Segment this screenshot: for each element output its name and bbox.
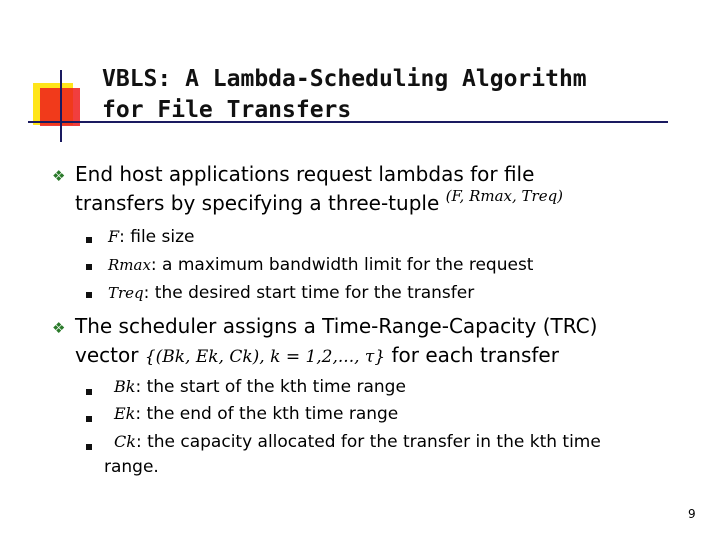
sub-bullet-marker	[86, 264, 92, 270]
bullet-marker-icon: ❖	[52, 319, 66, 337]
slide-title-line-2: for File Transfers	[102, 97, 352, 123]
sub-bullet-marker	[86, 292, 92, 298]
sub-item-text: : a maximum bandwidth limit for the request	[150, 255, 534, 275]
sub-item-text: : the capacity allocated for the transfer in the kth time	[135, 432, 601, 452]
symbol-treq: Treq	[108, 284, 144, 302]
sub-item-text: : the start of the kth time range	[135, 377, 406, 397]
sub-item-ck	[114, 431, 601, 453]
three-tuple-formula: (F, Rmax, Treq)	[445, 187, 564, 205]
symbol-ck: Ck	[114, 432, 136, 451]
sub-item-ck-continuation: range.	[104, 457, 159, 477]
sub-bullet-marker	[86, 389, 92, 395]
sub-item-bk	[114, 376, 406, 398]
trc-vector-formula: {(Bk, Ek, Ck), k = 1,2,..., τ}	[144, 347, 386, 367]
symbol-bk: Bk	[114, 377, 136, 396]
sub-bullet-marker	[86, 444, 92, 450]
slide-title-line-1: VBLS: A Lambda-Scheduling Algorithm	[102, 66, 587, 92]
symbol-ek: Ek	[114, 404, 136, 423]
symbol-f: F	[108, 227, 120, 246]
bullet-2-line-2-suffix: for each transfer	[391, 343, 559, 367]
decorative-vertical-line	[60, 70, 62, 142]
sub-item-ek	[114, 403, 398, 425]
bullet-2-line-2	[75, 341, 559, 371]
bullet-2-line-1: The scheduler assigns a Time-Range-Capacity (TRC)	[75, 314, 598, 338]
sub-bullet-marker	[86, 237, 92, 243]
symbol-rmax: Rmax	[108, 256, 151, 274]
sub-bullet-marker	[86, 416, 92, 422]
sub-item-text: : the end of the kth time range	[135, 404, 399, 424]
page-number: 9	[688, 507, 696, 521]
bullet-1-line-2-text: transfers by specifying a three-tuple	[75, 191, 440, 215]
sub-item-file-size	[108, 226, 195, 248]
bullet-marker-icon: ❖	[52, 167, 66, 185]
slide-title	[102, 64, 587, 126]
sub-item-treq	[108, 282, 474, 304]
sub-item-rmax	[108, 254, 533, 276]
bullet-1-line-2	[75, 189, 563, 219]
sub-item-text: : the desired start time for the transfer	[143, 283, 475, 303]
sub-item-text: : file size	[119, 227, 195, 247]
bullet-1-line-1: End host applications request lambdas for file	[75, 162, 535, 186]
bullet-2-line-2-text: vector	[75, 343, 139, 367]
